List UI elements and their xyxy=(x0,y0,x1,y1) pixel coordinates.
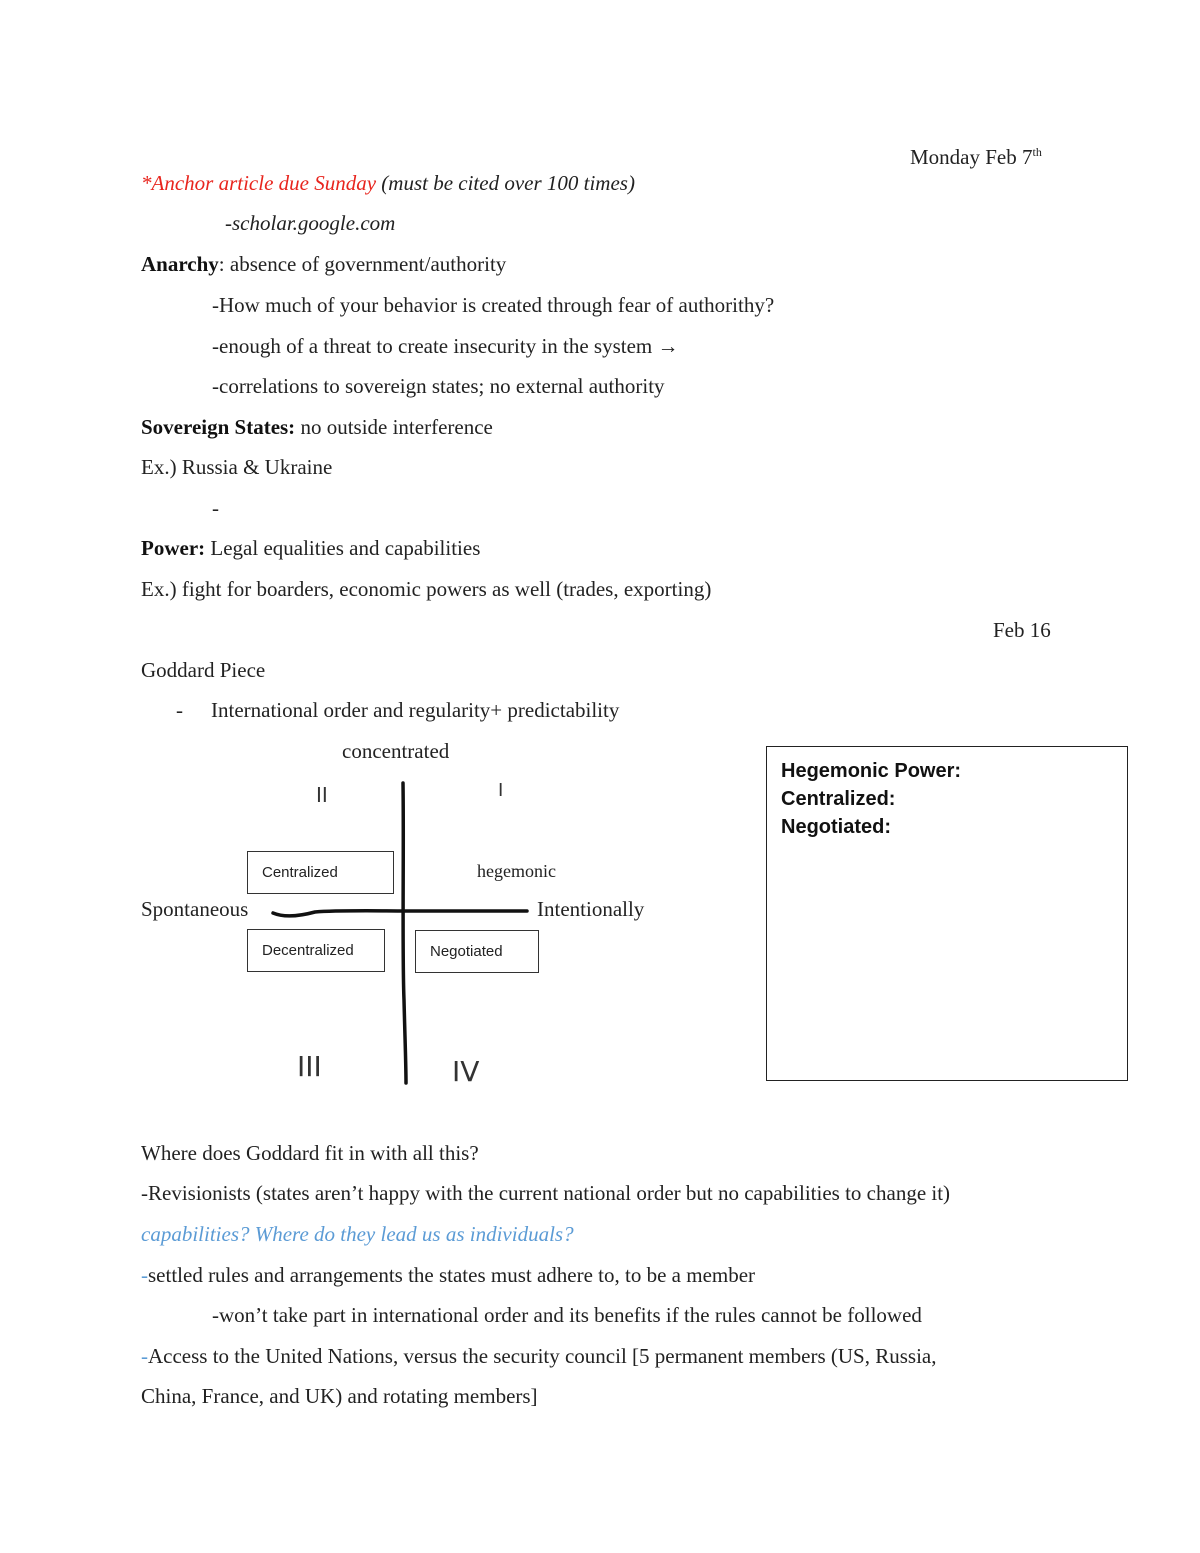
power-def: Legal equalities and capabilities xyxy=(205,536,481,560)
goddard-title: Goddard Piece xyxy=(141,658,266,682)
access-un-note-cont: China, France, and UK) and rotating members] xyxy=(141,1384,538,1408)
revisionists-note: -Revisionists (states aren’t happy with the current national order but no capabilities to change it) xyxy=(141,1181,951,1205)
capabilities-question: capabilities? Where do they lead us as individuals? xyxy=(141,1222,574,1246)
date-feb16: Feb 16 xyxy=(993,618,1051,642)
label-concentrated: concentrated xyxy=(342,739,450,763)
numeral-three: III xyxy=(297,1050,322,1083)
hegemonic-power-box xyxy=(766,746,1128,1081)
label-hegemonic: hegemonic xyxy=(477,861,556,881)
sidebox-line-hegemonic: Hegemonic Power: xyxy=(781,760,962,782)
example-russia: Ex.) Russia & Ukraine xyxy=(141,455,333,479)
power-term: Power: xyxy=(141,536,206,560)
anarchy-term: Anarchy xyxy=(141,252,219,276)
date-heading: Monday Feb 7th xyxy=(910,145,1042,169)
anarchy-point-1: -How much of your behavior is created through fear of authorithy? xyxy=(212,293,775,317)
sidebox-line-centralized: Centralized: xyxy=(781,788,896,810)
box-negotiated: Negotiated xyxy=(415,930,539,973)
anarchy-def: : absence of government/authority xyxy=(218,252,507,276)
box-centralized: Centralized xyxy=(247,851,394,894)
sovereign-def: no outside interference xyxy=(295,415,493,439)
access-dash: - xyxy=(141,1344,148,1368)
anarchy-point-2: -enough of a threat to create insecurity in the system → xyxy=(212,334,679,358)
vertical-axis xyxy=(403,783,406,1083)
date-suffix: th xyxy=(1032,145,1042,159)
label-spontaneous: Spontaneous xyxy=(141,897,249,921)
settled-rules-note: -settled rules and arrangements the states must adhere to, to be a member xyxy=(141,1263,756,1287)
anchor-red-text: *Anchor article due Sunday xyxy=(141,171,377,195)
label-intentionally: Intentionally xyxy=(537,897,645,921)
sidebox-line-negotiated: Negotiated: xyxy=(781,816,891,838)
bullet-marker: - xyxy=(176,698,183,722)
settled-dash: - xyxy=(141,1263,148,1287)
anchor-rest-text: (must be cited over 100 times) xyxy=(376,171,635,195)
horizontal-axis xyxy=(273,911,527,916)
scholar-link-text: -scholar.google.com xyxy=(225,211,396,235)
order-bullet: International order and regularity+ predictability xyxy=(211,698,620,722)
arrow-icon: → xyxy=(657,335,679,358)
anarchy-point-3: -correlations to sovereign states; no external authority xyxy=(212,374,665,398)
access-un-note: -Access to the United Nations, versus the security council [5 permanent members (US, Russia, xyxy=(141,1344,937,1368)
sovereign-term: Sovereign States: xyxy=(141,415,296,439)
wont-take-part-note: -won’t take part in international order and its benefits if the rules cannot be followed xyxy=(212,1303,922,1327)
numeral-two: II xyxy=(316,783,328,807)
numeral-one: I xyxy=(498,780,504,801)
goddard-question: Where does Goddard fit in with all this? xyxy=(141,1141,479,1165)
example-boarders: Ex.) fight for boarders, economic powers as well (trades, exporting) xyxy=(141,577,712,601)
numeral-four: IV xyxy=(452,1055,480,1088)
box-decentralized: Decentralized xyxy=(247,929,385,972)
empty-bullet: - xyxy=(212,496,219,520)
